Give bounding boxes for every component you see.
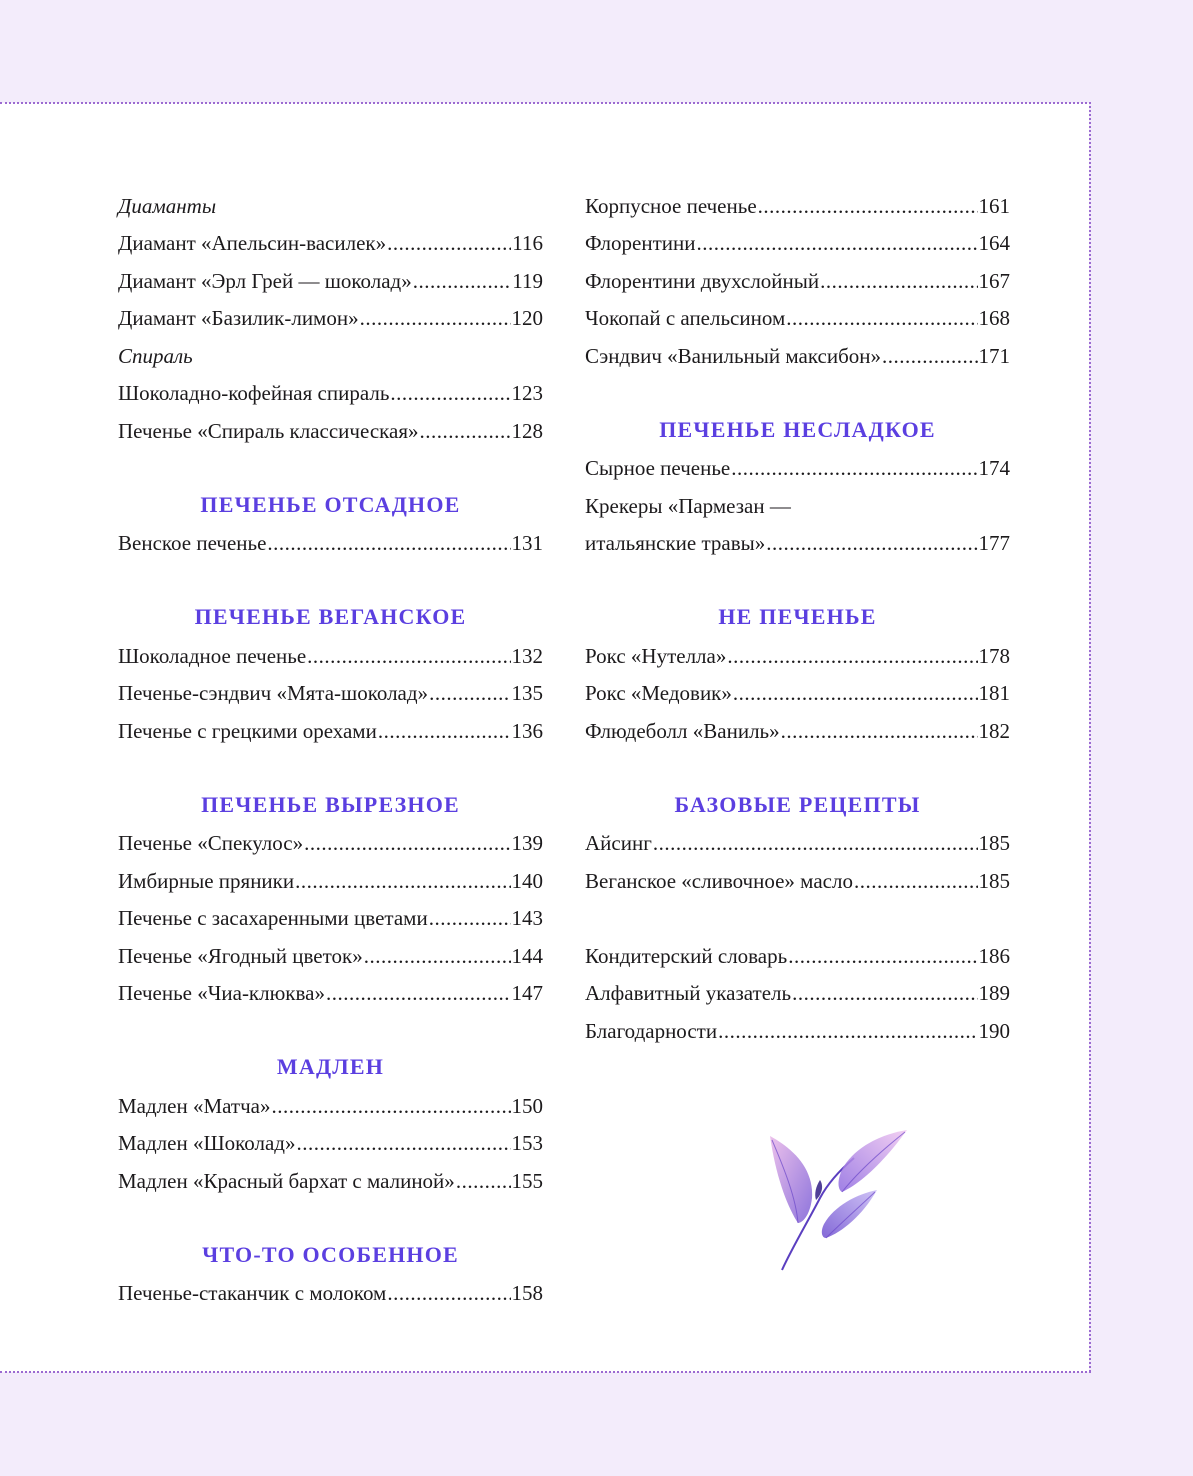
entry-title: Алфавитный указатель	[585, 981, 792, 1005]
dot-leader	[271, 1092, 510, 1120]
dot-leader	[297, 1129, 511, 1157]
section-heading-ne-pechenye: НЕ ПЕЧЕНЬЕ	[718, 604, 877, 629]
dot-leader	[267, 529, 510, 557]
toc-entry[interactable]	[585, 342, 1010, 370]
dot-leader	[326, 979, 511, 1007]
dot-leader	[387, 1279, 510, 1307]
entry-page: 132	[511, 644, 543, 668]
entry-title: Печенье-сэндвич «Мята-шоколад»	[118, 681, 429, 705]
entry-page: 178	[978, 644, 1010, 668]
leaf-branch-icon	[762, 1128, 912, 1278]
entry-page: 144	[511, 944, 543, 968]
entry-page: 177	[978, 531, 1010, 555]
entry-title: Печенье «Спекулос»	[118, 831, 304, 855]
entry-title: Рокс «Нутелла»	[585, 644, 727, 668]
entry-title: Сэндвич «Ванильный максибон»	[585, 344, 881, 368]
dot-leader	[854, 867, 978, 895]
entry-title: Мадлен «Шоколад»	[118, 1131, 296, 1155]
entry-page: 123	[511, 381, 543, 405]
toc-entry[interactable]	[118, 679, 543, 707]
dot-leader	[781, 717, 978, 745]
entry-page: 135	[511, 681, 543, 705]
dot-leader	[307, 642, 510, 670]
entry-page: 116	[512, 231, 543, 255]
dot-leader	[733, 679, 978, 707]
dot-leader	[390, 379, 510, 407]
dot-leader	[429, 904, 511, 932]
toc-entry[interactable]	[118, 379, 543, 407]
dot-leader	[364, 942, 511, 970]
entry-page: 136	[511, 719, 543, 743]
toc-entry[interactable]	[585, 642, 1010, 670]
toc-entry[interactable]	[118, 1092, 543, 1120]
dot-leader	[295, 867, 510, 895]
dot-leader	[731, 454, 977, 482]
entry-title: Диамант «Эрл Грей — шоколад»	[118, 269, 412, 293]
dot-leader	[786, 304, 977, 332]
entry-title: Диамант «Базилик-лимон»	[118, 306, 359, 330]
entry-page: 139	[511, 831, 543, 855]
toc-entry[interactable]	[118, 942, 543, 970]
dot-leader	[378, 717, 511, 745]
entry-title: Кондитерский словарь	[585, 944, 788, 968]
section-heading-nesladkoe: ПЕЧЕНЬЕ НЕСЛАДКОЕ	[659, 417, 936, 442]
entry-page: 174	[978, 456, 1010, 480]
section-heading-otsadnoe: ПЕЧЕНЬЕ ОТСАДНОЕ	[200, 492, 461, 517]
entry-page: 185	[978, 869, 1010, 893]
dot-leader	[727, 642, 977, 670]
dotted-border-bottom	[0, 1371, 1091, 1373]
dot-leader	[360, 304, 511, 332]
entry-title: Диамант «Апельсин-василек»	[118, 231, 387, 255]
entry-title: Корпусное печенье	[585, 194, 757, 218]
entry-title: итальянские травы»	[585, 531, 766, 555]
toc-entry[interactable]	[118, 417, 543, 445]
entry-page: 140	[511, 869, 543, 893]
dot-leader	[456, 1167, 511, 1195]
toc-entry[interactable]	[118, 717, 543, 745]
entry-title: Флюдеболл «Ваниль»	[585, 719, 780, 743]
entry-page: 155	[511, 1169, 543, 1193]
dot-leader	[758, 192, 978, 220]
entry-title: Шоколадное печенье	[118, 644, 307, 668]
dot-leader	[766, 529, 977, 557]
entry-title: Печенье с грецкими орехами	[118, 719, 377, 743]
toc-entry[interactable]	[118, 829, 543, 857]
toc-entry[interactable]	[585, 454, 1010, 482]
section-heading-veganskoe: ПЕЧЕНЬЕ ВЕГАНСКОЕ	[194, 604, 467, 629]
subsection-diamanty: Диаманты	[118, 194, 217, 218]
toc-entry[interactable]	[118, 867, 543, 895]
toc-entry[interactable]	[118, 267, 543, 295]
entry-title: Флорентини двухслойный	[585, 269, 820, 293]
entry-page: 182	[978, 719, 1010, 743]
entry-page: 143	[511, 906, 543, 930]
section-heading-vyreznoe: ПЕЧЕНЬЕ ВЫРЕЗНОЕ	[201, 792, 460, 817]
entry-title: Печенье «Ягодный цветок»	[118, 944, 363, 968]
dot-leader	[696, 229, 977, 257]
dot-leader	[788, 942, 977, 970]
toc-entry[interactable]	[585, 942, 1010, 970]
entry-title: Печенье-стаканчик с молоком	[118, 1281, 387, 1305]
entry-title: Имбирные пряники	[118, 869, 295, 893]
dot-leader	[429, 679, 510, 707]
dot-leader	[653, 829, 978, 857]
toc-entry[interactable]	[585, 979, 1010, 1007]
entry-page: 161	[978, 194, 1010, 218]
section-heading-madlen: МАДЛЕН	[276, 1054, 385, 1079]
subsection-spiral: Спираль	[118, 344, 193, 368]
entry-page: 164	[978, 231, 1010, 255]
toc-entry[interactable]	[118, 1167, 543, 1195]
toc-entry-line1[interactable]: Крекеры «Пармезан —	[585, 494, 791, 518]
dot-leader	[792, 979, 977, 1007]
toc-entry[interactable]	[118, 642, 543, 670]
toc-entry[interactable]	[585, 867, 1010, 895]
section-heading-osobennoe: ЧТО-ТО ОСОБЕННОЕ	[202, 1242, 459, 1267]
entry-page: 131	[511, 531, 543, 555]
entry-page: 153	[511, 1131, 543, 1155]
entry-page: 185	[978, 831, 1010, 855]
entry-title: Печенье «Спираль классическая»	[118, 419, 419, 443]
toc-entry[interactable]	[118, 1129, 543, 1157]
toc-entry[interactable]	[118, 979, 543, 1007]
toc-entry[interactable]	[118, 904, 543, 932]
entry-title: Чокопай с апельсином	[585, 306, 786, 330]
toc-entry[interactable]	[118, 1279, 543, 1307]
entry-page: 186	[978, 944, 1010, 968]
toc-entry[interactable]	[585, 267, 1010, 295]
entry-title: Веганское «сливочное» масло	[585, 869, 853, 893]
toc-entry[interactable]	[585, 192, 1010, 220]
entry-page: 128	[511, 419, 543, 443]
dot-leader	[420, 417, 511, 445]
section-heading-bazovye: БАЗОВЫЕ РЕЦЕПТЫ	[674, 792, 921, 817]
toc-entry[interactable]	[585, 829, 1010, 857]
toc-entry[interactable]	[585, 717, 1010, 745]
entry-title: Айсинг	[585, 831, 652, 855]
entry-title: Шоколадно-кофейная спираль	[118, 381, 390, 405]
entry-page: 120	[511, 306, 543, 330]
entry-page: 167	[978, 269, 1010, 293]
entry-title: Венское печенье	[118, 531, 267, 555]
dot-leader	[718, 1017, 977, 1045]
entry-page: 168	[978, 306, 1010, 330]
entry-title: Благодарности	[585, 1019, 718, 1043]
entry-title: Печенье с засахаренными цветами	[118, 906, 428, 930]
dot-leader	[304, 829, 510, 857]
toc-entry[interactable]	[585, 304, 1010, 332]
toc-entry[interactable]	[585, 1017, 1010, 1045]
entry-title: Мадлен «Матча»	[118, 1094, 271, 1118]
entry-page: 147	[511, 981, 543, 1005]
entry-title: Печенье «Чиа-клюква»	[118, 981, 325, 1005]
entry-page: 158	[511, 1281, 543, 1305]
toc-entry[interactable]	[118, 529, 543, 557]
entry-title: Мадлен «Красный бархат с малиной»	[118, 1169, 455, 1193]
dot-leader	[387, 229, 511, 257]
entry-title: Флорентини	[585, 231, 696, 255]
entry-page: 190	[978, 1019, 1010, 1043]
entry-title: Сырное печенье	[585, 456, 731, 480]
entry-page: 171	[978, 344, 1010, 368]
dotted-border-right	[1089, 102, 1091, 1372]
entry-title: Рокс «Медовик»	[585, 681, 732, 705]
dot-leader	[882, 342, 978, 370]
toc-entry[interactable]	[585, 229, 1010, 257]
entry-page: 150	[511, 1094, 543, 1118]
entry-page: 119	[512, 269, 543, 293]
toc-entry[interactable]	[585, 529, 1010, 557]
dot-leader	[413, 267, 512, 295]
toc-entry[interactable]	[118, 304, 543, 332]
entry-page: 181	[978, 681, 1010, 705]
dotted-border-top	[0, 102, 1091, 104]
dot-leader	[820, 267, 977, 295]
toc-entry[interactable]	[585, 679, 1010, 707]
toc-entry[interactable]	[118, 229, 543, 257]
entry-page: 189	[978, 981, 1010, 1005]
